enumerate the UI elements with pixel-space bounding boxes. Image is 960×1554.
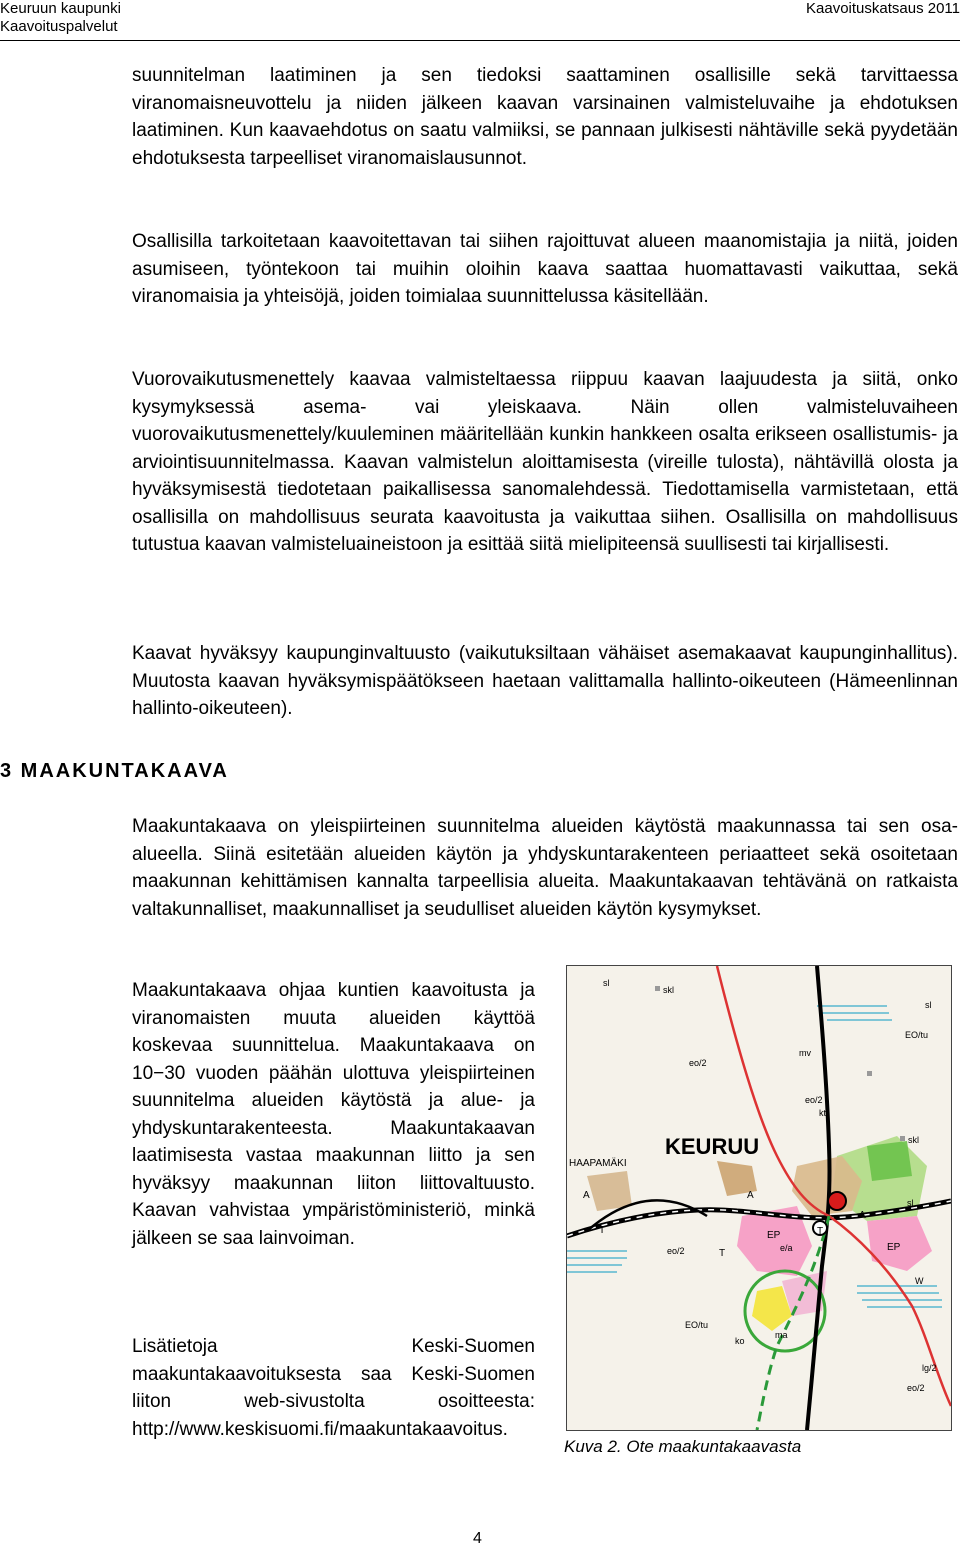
header-rule xyxy=(0,40,960,41)
map-label-eo2-c: eo/2 xyxy=(667,1246,685,1256)
map-image xyxy=(567,966,951,1430)
map-label-lg2: lg/2 xyxy=(922,1363,937,1373)
map-label-t-2: T xyxy=(719,1248,726,1259)
section-heading: 3 MAAKUNTAKAAVA xyxy=(0,760,229,782)
map-label-a-1: A xyxy=(583,1190,590,1201)
map-label-a-2: A xyxy=(747,1190,754,1201)
map-label-haapamaki: HAAPAMÄKI xyxy=(569,1158,627,1169)
paragraph-planning-phases: suunnitelman laatiminen ja sen tiedoksi saattaminen osallisille sekä tarvittaessa viranomaisneuvottelu ja niiden jälkeen kaavan varsinainen valmisteluvaihe ja ehdotuksen laatiminen. Kun kaavaehdotus on saatu valmiiksi, se pannaan julkisesti nähtäville sekä pyydetään ehdotuksesta tarpeelliset viranomaislausunnot. xyxy=(132,65,958,169)
map-label-eo2-b: eo/2 xyxy=(805,1095,823,1105)
map-label-ep-1: EP xyxy=(767,1230,781,1241)
header-title: Kaavoituskatsaus 2011 xyxy=(806,0,960,17)
map-label-eotu-2: EO/tu xyxy=(685,1320,709,1330)
map-label-sl-3: sl xyxy=(907,1198,914,1208)
map-label-town: KEURUU xyxy=(665,1134,760,1159)
map-label-t-1: T xyxy=(599,1225,606,1236)
header-org: Keuruun kaupunki xyxy=(0,0,121,17)
paragraph-stakeholders: Osallisilla tarkoitetaan kaavoitettavan tai siihen rajoittuvat alueen maanomistajia ja niitä, joiden asumiseen, työntekoon tai muihin oloihin kaava saattaa huomattavasti vaikuttaa, sekä viranomaisia ja yhteisöjä, joiden toimialaa suunnittelussa käsitellään. xyxy=(132,231,958,307)
map-label-ko: ko xyxy=(735,1336,745,1346)
map-label-skl-2: skl xyxy=(908,1135,919,1145)
map-label-ma: ma xyxy=(775,1330,788,1340)
map-label-skl-1: skl xyxy=(663,985,674,995)
paragraph-regional-plan-guidance: Maakuntakaava ohjaa kuntien kaavoitusta ja viranomaisten muuta alueiden käyttöä koskevaa suunnittelua. Maakuntakaava on 10−30 vuoden päähän ulottuva yleispiirteinen suunnitelma alueiden käytöstä ja alue- ja yhdyskuntarakenteesta. Maakuntakaavan laatimisesta vastaa maakunnan liitto ja sen hyväksyy maakunnan liiton liittovaltuusto. Kaavan vahvistaa ympäristöministeriö, minkä jälkeen se saa lainvoiman. xyxy=(132,980,535,1249)
regional-plan-map xyxy=(566,965,952,1431)
map-label-ep-2: EP xyxy=(887,1242,901,1253)
paragraph-approval: Kaavat hyväksyy kaupunginvaltuusto (vaikutuksiltaan vähäiset asemakaavat kaupunginhallitus). Muutosta kaavan hyväksymispäätökseen haetaan valittamalla hallinto-oikeuteen (Hämeenlinnan hallinto-oikeuteen). xyxy=(132,643,958,719)
map-label-w: W xyxy=(915,1276,924,1286)
paragraph-more-info: Lisätietoja Keski-Suomen maakuntakaavoituksesta saa Keski-Suomen liiton web-sivustolta osoitteesta: http://www.keskisuomi.fi/maakuntakaavoitus. xyxy=(132,1336,535,1440)
header-left xyxy=(0,0,121,36)
paragraph-regional-plan: Maakuntakaava on yleispiirteinen suunnitelma alueiden käytöstä maakunnassa tai sen osa-alueella. Siinä esitetään alueiden käytön ja yhdyskuntarakenteen periaatteet sekä osoitetaan maakunnan kehittämisen kannalta tarpeellisia alueita. Maakuntakaavan tehtävänä on ratkaista valtakunnalliset, maakunnalliset ja seudulliset alueiden käytön kysymykset. xyxy=(132,816,958,920)
map-label-sl-1: sl xyxy=(603,978,610,988)
page-number: 4 xyxy=(473,1530,482,1547)
map-label-ea: e/a xyxy=(780,1243,793,1253)
map-label-eo2-a: eo/2 xyxy=(689,1058,707,1068)
map-label-a-3: A xyxy=(859,1210,866,1221)
map-label-eo2-d: eo/2 xyxy=(907,1383,925,1393)
map-label-kt: kt xyxy=(819,1108,827,1118)
map-label-mv: mv xyxy=(799,1048,811,1058)
map-label-eotu-1: EO/tu xyxy=(905,1030,929,1040)
map-label-t-3: T xyxy=(817,1226,824,1237)
paragraph-interaction: Vuorovaikutusmenettely kaavaa valmisteltaessa riippuu kaavan laajuudesta ja siitä, onko kysymyksessä asema- vai yleiskaava. Näin ollen valmisteluvaiheen vuorovaikutusmenettely/kuuleminen määritellään kunkin hankkeen osalta erikseen osallistumis- ja arviointisuunnitelmassa. Kaavan valmistelun aloittamisesta (vireille tulosta), nähtävillä olosta ja hyväksymisestä tiedotetaan paikallisessa sanomalehdessä. Tiedottamisella varmistetaan, että osallisilla on mahdollisuus seurata kaavoitusta ja vaikuttaa siihen. Osallisilla on mahdollisuus tutustua kaavan valmisteluaineistoon ja esittää siitä mielipiteensä suullisesti tai kirjallisesti. xyxy=(132,369,958,555)
header-dept: Kaavoituspalvelut xyxy=(0,18,118,35)
map-label-sl-2: sl xyxy=(925,1000,932,1010)
figure-caption: Kuva 2. Ote maakuntakaavasta xyxy=(564,1437,802,1456)
